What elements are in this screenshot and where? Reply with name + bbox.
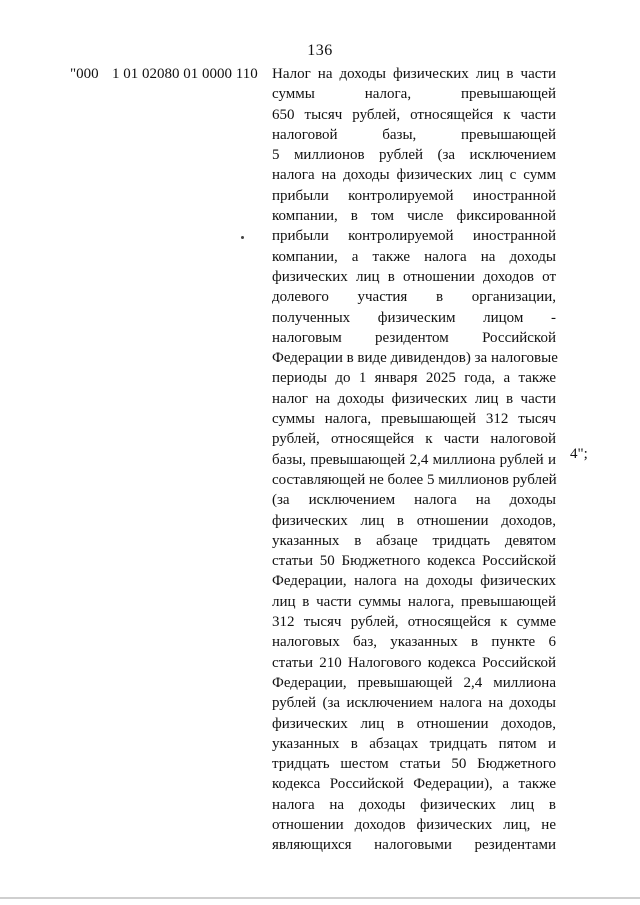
description-line: прибыли контролируемой иностранной xyxy=(272,187,556,204)
description-line: налог на доходы физических лиц в части xyxy=(272,390,556,407)
description-line: налоговой базы, превышающей xyxy=(272,126,556,143)
description-line: налога на доходы физических лиц в xyxy=(272,796,556,813)
description-line: долевого участия в организации, xyxy=(272,289,556,306)
description-line: компании, в том числе фиксированной xyxy=(272,208,556,225)
page-number: 136 xyxy=(307,42,333,59)
description-line: являющихся налоговыми резидентами xyxy=(272,837,556,854)
description-line: указанных в абзацах тридцать пятом и xyxy=(272,735,556,752)
scan-speck xyxy=(241,236,244,239)
description-line: базы, превышающей 2,4 миллиона рублей и xyxy=(272,451,556,468)
description-line: тридцать шестом статьи 50 Бюджетного xyxy=(272,756,556,773)
description-line: периоды до 1 января 2025 года, а также xyxy=(272,370,556,387)
description-line: компании, а также налога на доходы xyxy=(272,248,556,265)
description-line: физических лиц в отношении доходов от xyxy=(272,268,556,285)
description-line: Налог на доходы физических лиц в части xyxy=(272,66,556,82)
budget-classification-code: 1 01 02080 01 0000 110 xyxy=(112,66,258,82)
description-line: составляющей не более 5 миллионов рублей xyxy=(272,471,557,488)
description-line: статьи 50 Бюджетного кодекса Российской xyxy=(272,553,556,570)
row-description xyxy=(272,64,556,856)
description-line: кодекса Российской Федерации), а также xyxy=(272,776,556,793)
row-closing-mark: 4"; xyxy=(570,446,588,462)
row-opening-quote: "000 xyxy=(70,66,99,82)
description-line: Федерации, превышающей 2,4 миллиона xyxy=(272,674,556,691)
description-line: полученных физическим лицом - xyxy=(272,309,556,326)
description-line: суммы налога, превышающей xyxy=(272,86,556,103)
description-line: Федерации, налога на доходы физических xyxy=(272,573,556,590)
description-line: Федерации в виде дивидендов) за налоговые xyxy=(272,350,558,367)
description-line: физических лиц в отношении доходов, xyxy=(272,715,556,732)
description-line: 312 тысяч рублей, относящейся к сумме xyxy=(272,614,556,631)
description-line: указанных в абзаце тридцать девятом xyxy=(272,532,556,549)
description-line: рублей, относящейся к части налоговой xyxy=(272,431,556,448)
description-line: 650 тысяч рублей, относящейся к части xyxy=(272,106,556,123)
description-line: рублей (за исключением налога на доходы xyxy=(272,695,556,712)
description-line: лиц в части суммы налога, превышающей xyxy=(272,593,556,610)
description-line: физических лиц в отношении доходов, xyxy=(272,512,556,529)
description-line: (за исключением налога на доходы xyxy=(272,492,556,509)
description-line: налога на доходы физических лиц с сумм xyxy=(272,167,556,184)
description-line: отношении доходов физических лиц, не xyxy=(272,816,556,833)
description-line: суммы налога, превышающей 312 тысяч xyxy=(272,411,556,428)
description-line: прибыли контролируемой иностранной xyxy=(272,228,556,245)
bottom-edge-rule xyxy=(0,897,640,899)
description-line: 5 миллионов рублей (за исключением xyxy=(272,147,556,164)
description-line: налоговым резидентом Российской xyxy=(272,329,556,346)
description-line: статьи 210 Налогового кодекса Российской xyxy=(272,654,556,671)
description-line: налоговых баз, указанных в пункте 6 xyxy=(272,634,556,651)
